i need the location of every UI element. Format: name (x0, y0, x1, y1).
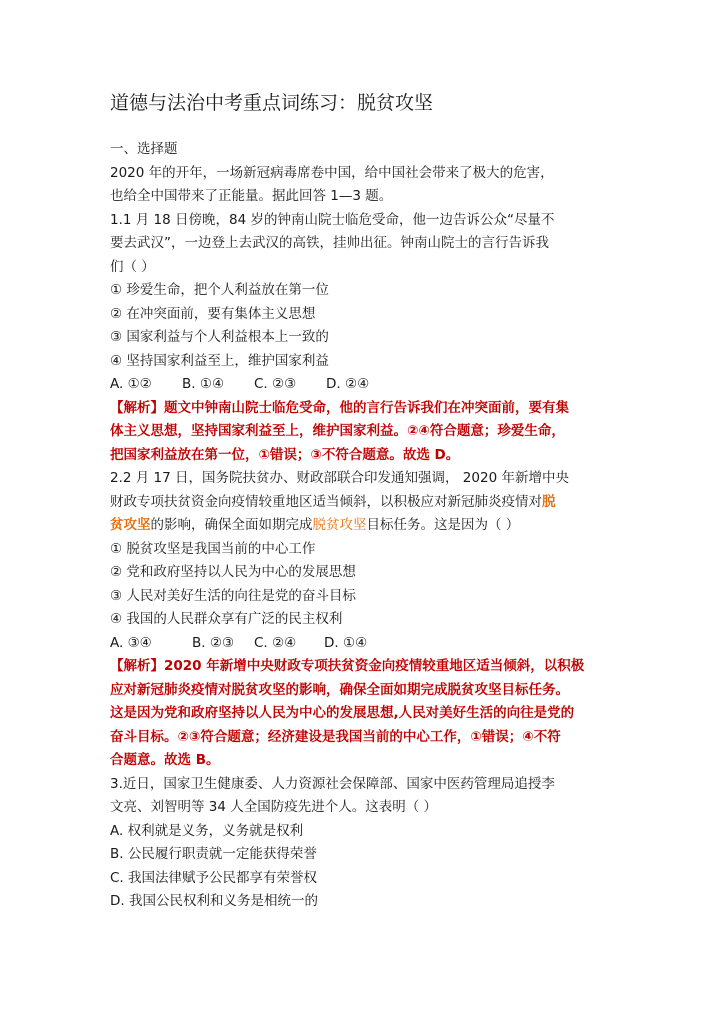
q2-analysis-line: 这是因为党和政府坚持以人民为中心的发展思想,人民对美好生活的向往是党的 (110, 705, 575, 721)
q1-item: ③ 国家利益与个人利益根本上一致的 (110, 329, 329, 345)
q1-stem-line: 们（ ） (110, 258, 155, 275)
document-title: 道德与法治中考重点词练习：脱贫攻坚 (110, 92, 434, 114)
q3-stem-line: 文亮、刘智明等 34 人全国防疫先进个人。这表明（ ） (110, 799, 438, 815)
q1-item: ① 珍爱生命，把个人利益放在第一位 (110, 282, 329, 298)
q3-stem-line: 3.近日，国家卫生健康委、人力资源社会保障部、国家中医药管理局追授李 (110, 775, 555, 792)
q2-options (110, 632, 620, 656)
q2-analysis-line: 应对新冠肺炎疫情对脱贫攻坚的影响，确保全面如期完成脱贫攻坚目标任务。 (110, 681, 569, 698)
q1-option-b: B. ①④ (182, 376, 225, 392)
q1-item: ④ 坚持国家利益至上，维护国家利益 (110, 352, 329, 369)
q2-stem-line (110, 491, 620, 515)
q2-option-c: C. ②④ (254, 634, 297, 651)
q1-analysis-line: 把国家利益放在第一位，①错误；③不符合题意。故选 D。 (110, 446, 460, 463)
q2-stem-line (110, 514, 620, 538)
q2-option-b: B. ②③ (192, 634, 235, 651)
q2-option-d: D. ①④ (324, 634, 368, 651)
q2-item: ④ 我国的人民群众享有广泛的民主权利 (110, 611, 343, 627)
q2-analysis-line: 【解析】2020 年新增中央财政专项扶贫资金向疫情较重地区适当倾斜，以积极 (110, 658, 585, 674)
q2-keyword: 脱贫攻坚 (312, 517, 367, 533)
q1-stem-line: 1.1 月 18 日傍晚，84 岁的钟南山院士临危受命，他一边告诉公众“尽量不 (110, 211, 555, 228)
q2-keyword-highlight: 脱 (542, 493, 556, 510)
q2-stem-line: 2.2 月 17 日，国务院扶贫办、财政部联合印发通知强调， 2020 年新增中央 (110, 470, 569, 486)
q2-item: ② 党和政府坚持以人民为中心的发展思想 (110, 564, 356, 580)
q2-keyword-highlight: 贫攻坚 (110, 517, 151, 533)
document-page (110, 90, 620, 914)
q1-option-a: A. ①② (110, 376, 152, 392)
intro-line: 2020 年的开年，一场新冠病毒席卷中国，给中国社会带来了极大的危害， (110, 164, 554, 181)
q1-analysis-line: 【解析】题文中钟南山院士临危受命，他的言行告诉我们在冲突面前，要有集 (110, 399, 569, 416)
q1-analysis-line: 体主义思想，坚持国家利益至上，维护国家利益。②④符合题意；珍爱生命， (110, 423, 565, 439)
q3-option-c: C. 我国法律赋予公民都享有荣誉权 (110, 869, 318, 886)
q1-item: ② 在冲突面前，要有集体主义思想 (110, 305, 316, 322)
q2-item: ① 脱贫攻坚是我国当前的中心工作 (110, 540, 316, 557)
q3-option-b: B. 公民履行职责就一定能获得荣誉 (110, 846, 317, 862)
q2-stem-text: 财政专项扶贫资金向疫情较重地区适当倾斜，以积极应对新冠肺炎疫情对 (110, 493, 542, 510)
q2-option-a: A. ③④ (110, 634, 152, 651)
q1-options (110, 373, 620, 397)
q2-analysis-line: 合题意。故选 B。 (110, 752, 220, 768)
section-heading: 一、选择题 (110, 141, 178, 157)
q3-option-a: A. 权利就是义务，义务就是权利 (110, 822, 304, 839)
q1-option-c: C. ②③ (254, 376, 297, 392)
q2-item: ③ 人民对美好生活的向往是党的奋斗目标 (110, 587, 356, 604)
intro-line: 也给全中国带来了正能量。据此回答 1—3 题。 (110, 188, 393, 204)
q1-option-d: D. ②④ (326, 376, 370, 392)
q1-stem-line: 要去武汉”，一边登上去武汉的高铁，挂帅出征。钟南山院士的言行告诉我 (110, 235, 549, 251)
q2-analysis-line: 奋斗目标。②③符合题意；经济建设是我国当前的中心工作，①错误；④不符 (110, 728, 561, 745)
q2-stem-text: 的影响，确保全面如期完成 (150, 517, 313, 533)
q3-option-d: D. 我国公民权利和义务是相统一的 (110, 893, 318, 909)
q2-stem-text: 目标任务。这是因为（ ） (366, 517, 520, 533)
